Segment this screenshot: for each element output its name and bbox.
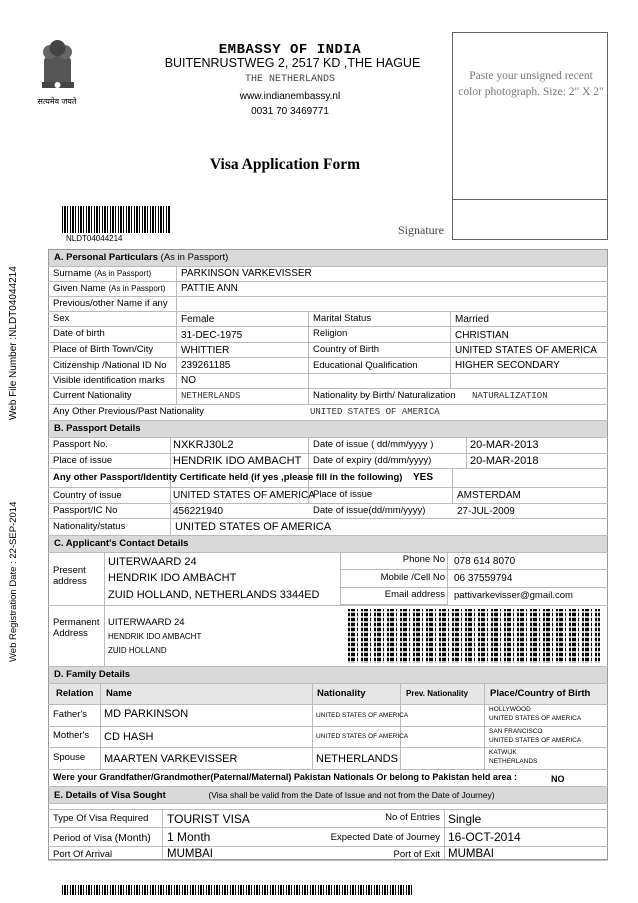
date-of-expiry-value[interactable]: 20-MAR-2018 <box>470 455 539 467</box>
arrival-port-value[interactable]: MUMBAI <box>167 848 213 860</box>
section-e-note: (Visa shall be valid from the Date of Issue and not from the Date of Journey) <box>208 790 495 800</box>
current-nationality-label: Current Nationality <box>53 390 132 401</box>
family-col-birth: Place/Country of Birth <box>490 688 591 699</box>
other-place-value[interactable]: AMSTERDAM <box>457 490 521 501</box>
father-nationality[interactable]: UNITED STATES OF AMERICA <box>316 712 409 719</box>
pdf417-barcode <box>348 609 600 663</box>
date-of-issue-value[interactable]: 20-MAR-2013 <box>470 439 539 451</box>
phone-value[interactable]: 078 614 8070 <box>454 556 516 567</box>
marital-label: Marital Status <box>313 313 372 324</box>
mother-birth-city[interactable]: SAN FRANCISCO <box>489 728 543 735</box>
pob-label: Place of Birth Town/City <box>53 344 154 355</box>
form-title: Visa Application Form <box>209 156 361 173</box>
other-passport-question: Any other Passport/Identity Certificate held (if yes ,please fill in the following) <box>53 472 403 483</box>
mother-nationality[interactable]: UNITED STATES OF AMERICA <box>316 733 409 740</box>
other-nationality-value[interactable]: UNITED STATES OF AMERICA <box>310 407 440 417</box>
present-address-line-2[interactable]: HENDRIK IDO AMBACHT <box>108 572 237 584</box>
section-e-title: E. Details of Visa Sought <box>54 790 166 801</box>
present-address-label: Present address <box>53 565 87 587</box>
father-birth-country[interactable]: UNITED STATES OF AMERICA <box>489 715 582 722</box>
email-label: Email address <box>384 589 445 600</box>
email-value[interactable]: pattivarkevisser@gmail.com <box>454 590 573 601</box>
marital-value[interactable]: Married <box>455 314 489 325</box>
pob-value[interactable]: WHITTIER <box>181 345 230 356</box>
country-of-issue-label: Country of issue <box>53 490 122 501</box>
previous-name-label: Previous/other Name if any <box>53 298 168 309</box>
spouse-name[interactable]: MAARTEN VARKEVISSER <box>104 753 238 765</box>
emblem-motto: सत्यमेव जयते <box>37 97 77 106</box>
embassy-country: THE NETHERLANDS <box>244 74 335 85</box>
cob-label: Country of Birth <box>313 344 379 355</box>
dob-label: Date of birth <box>53 328 105 339</box>
father-name[interactable]: MD PARKINSON <box>104 708 189 720</box>
permanent-address-line-1[interactable]: UITERWAARD 24 <box>108 617 185 628</box>
visa-type-label: Type Of Visa Required <box>53 813 149 824</box>
pakistan-question: Were your Grandfather/Grandmother(Paternal/Maternal) Pakistan Nationals Or belong to Pakistan held area : <box>53 772 517 782</box>
section-c-header: C. Applicant's Contact Details <box>49 536 607 552</box>
signature-label: Signature <box>398 223 444 237</box>
embassy-address: BUITENRUSTWEG 2, 2517 KD ,THE HAGUE <box>164 56 421 70</box>
other-nationality-label: Any Other Previous/Past Nationality <box>53 406 205 417</box>
religion-value[interactable]: CHRISTIAN <box>455 330 509 341</box>
other-passport-answer[interactable]: YES <box>413 472 434 483</box>
given-name-label: Given Name (As in Passport) <box>53 283 166 294</box>
photo-divider <box>452 199 608 200</box>
father-birth-city[interactable]: HOLLYWOOD <box>489 706 531 713</box>
section-b-header: B. Passport Details <box>49 421 607 437</box>
mother-name[interactable]: CD HASH <box>104 731 154 743</box>
journey-date-value[interactable]: 16-OCT-2014 <box>448 830 521 844</box>
surname-value[interactable]: PARKINSON VARKEVISSER <box>181 268 312 279</box>
passport-no-label: Passport No. <box>53 439 108 450</box>
side-registration-date: Web Registration Date : 22-SEP-2014 <box>8 501 19 662</box>
present-address-line-3[interactable]: ZUID HOLLAND, NETHERLANDS 3344ED <box>108 589 320 601</box>
national-id-label: Citizenship /National ID No <box>53 360 167 371</box>
country-of-issue-value[interactable]: UNITED STATES OF AMERICA <box>173 490 315 501</box>
entries-label: No of Entries <box>385 812 440 823</box>
nationality-by-value[interactable]: NATURALIZATION <box>472 391 548 401</box>
india-emblem <box>20 30 95 105</box>
spouse-birth-city[interactable]: KATWIJK <box>489 749 517 756</box>
barcode-number: NLDT04044214 <box>66 234 123 243</box>
permanent-address-line-2[interactable]: HENDRIK IDO AMBACHT <box>108 632 202 641</box>
present-address-line-1[interactable]: UITERWAARD 24 <box>108 556 197 568</box>
date-of-expiry-label: Date of expiry (dd/mm/yyyy) <box>313 455 432 466</box>
exit-port-label: Port of Exit <box>393 849 440 860</box>
education-value[interactable]: HIGHER SECONDARY <box>455 360 560 371</box>
arrival-port-label: Port Of Arrival <box>53 849 113 860</box>
mother-relation: Mother's <box>53 730 90 741</box>
date-of-issue-label: Date of issue ( dd/mm/yyyy ) <box>313 439 434 450</box>
spouse-birth-country[interactable]: NETHERLANDS <box>489 758 538 765</box>
family-col-nationality: Nationality <box>317 688 366 699</box>
other-issue-date-value[interactable]: 27-JUL-2009 <box>457 506 515 517</box>
embassy-website[interactable]: www.indianembassy.nl <box>239 91 341 102</box>
permanent-address-line-3[interactable]: ZUID HOLLAND <box>108 646 167 655</box>
national-id-value[interactable]: 239261185 <box>181 360 231 371</box>
visa-period-value[interactable]: 1 Month <box>167 830 211 844</box>
embassy-name: EMBASSY OF INDIA <box>218 42 362 58</box>
visa-period-label: Period of Visa (Month) <box>53 832 151 844</box>
marks-label: Visible identification marks <box>53 375 165 386</box>
photo-instructions: Paste your unsigned recent color photograph. Size: 2" X 2" <box>458 70 604 98</box>
passport-ic-value[interactable]: 456221940 <box>173 506 224 517</box>
surname-label: Surname (As in Passport) <box>53 268 152 279</box>
mobile-label: Mobile /Cell No <box>380 572 445 583</box>
spouse-relation: Spouse <box>53 752 86 763</box>
cob-value[interactable]: UNITED STATES OF AMERICA <box>455 345 597 356</box>
other-issue-date-label: Date of issue(dd/mm/yyyy) <box>313 505 426 516</box>
pakistan-answer[interactable]: NO <box>551 774 565 784</box>
family-col-relation: Relation <box>56 688 94 699</box>
section-a-title: A. Personal Particulars <box>54 252 159 263</box>
top-barcode <box>62 206 170 233</box>
section-a-note: (As in Passport) <box>160 252 229 263</box>
phone-label: Phone No <box>402 554 445 565</box>
sex-label: Sex <box>53 313 70 324</box>
entries-value[interactable]: Single <box>448 812 482 826</box>
spouse-nationality[interactable]: NETHERLANDS <box>316 753 398 765</box>
family-col-prev-nationality: Prev. Nationality <box>406 689 469 698</box>
mother-birth-country[interactable]: UNITED STATES OF AMERICA <box>489 737 582 744</box>
marks-value[interactable]: NO <box>181 375 196 386</box>
embassy-phone: 0031 70 3469771 <box>251 106 329 117</box>
sex-value[interactable]: Female <box>181 314 215 325</box>
visa-type-value[interactable]: TOURIST VISA <box>167 812 250 826</box>
place-of-issue-value[interactable]: HENDRIK IDO AMBACHT <box>173 455 302 467</box>
permanent-address-label: Permanent Address <box>53 617 100 639</box>
other-place-label: Place of issue <box>313 489 373 500</box>
passport-no-value[interactable]: NXKRJ30L2 <box>173 439 234 451</box>
side-file-number: Web File Number :NLDT04044214 <box>8 266 19 420</box>
exit-port-value[interactable]: MUMBAI <box>448 848 494 860</box>
dob-value[interactable]: 31-DEC-1975 <box>181 330 243 341</box>
religion-label: Religion <box>313 328 348 339</box>
journey-date-label: Expected Date of Journey <box>330 832 440 843</box>
family-col-name: Name <box>106 688 132 699</box>
bottom-barcode <box>62 885 412 895</box>
father-relation: Father's <box>53 709 88 720</box>
section-d-header: D. Family Details <box>49 667 607 683</box>
given-name-value[interactable]: PATTIE ANN <box>181 283 238 294</box>
section-e-header <box>49 787 607 804</box>
nationality-status-value[interactable]: UNITED STATES OF AMERICA <box>175 521 332 533</box>
nationality-by-label: Nationality by Birth/ Naturalization <box>313 390 456 401</box>
passport-ic-label: Passport/IC No <box>53 505 118 516</box>
photo-box[interactable] <box>452 32 608 240</box>
mobile-value[interactable]: 06 37559794 <box>454 573 513 584</box>
section-a-header <box>49 250 607 266</box>
education-label: Educational Qualification <box>313 360 418 371</box>
current-nationality-value[interactable]: NETHERLANDS <box>181 391 241 401</box>
nationality-status-label: Nationality/status <box>53 521 126 532</box>
place-of-issue-label: Place of issue <box>53 455 113 466</box>
